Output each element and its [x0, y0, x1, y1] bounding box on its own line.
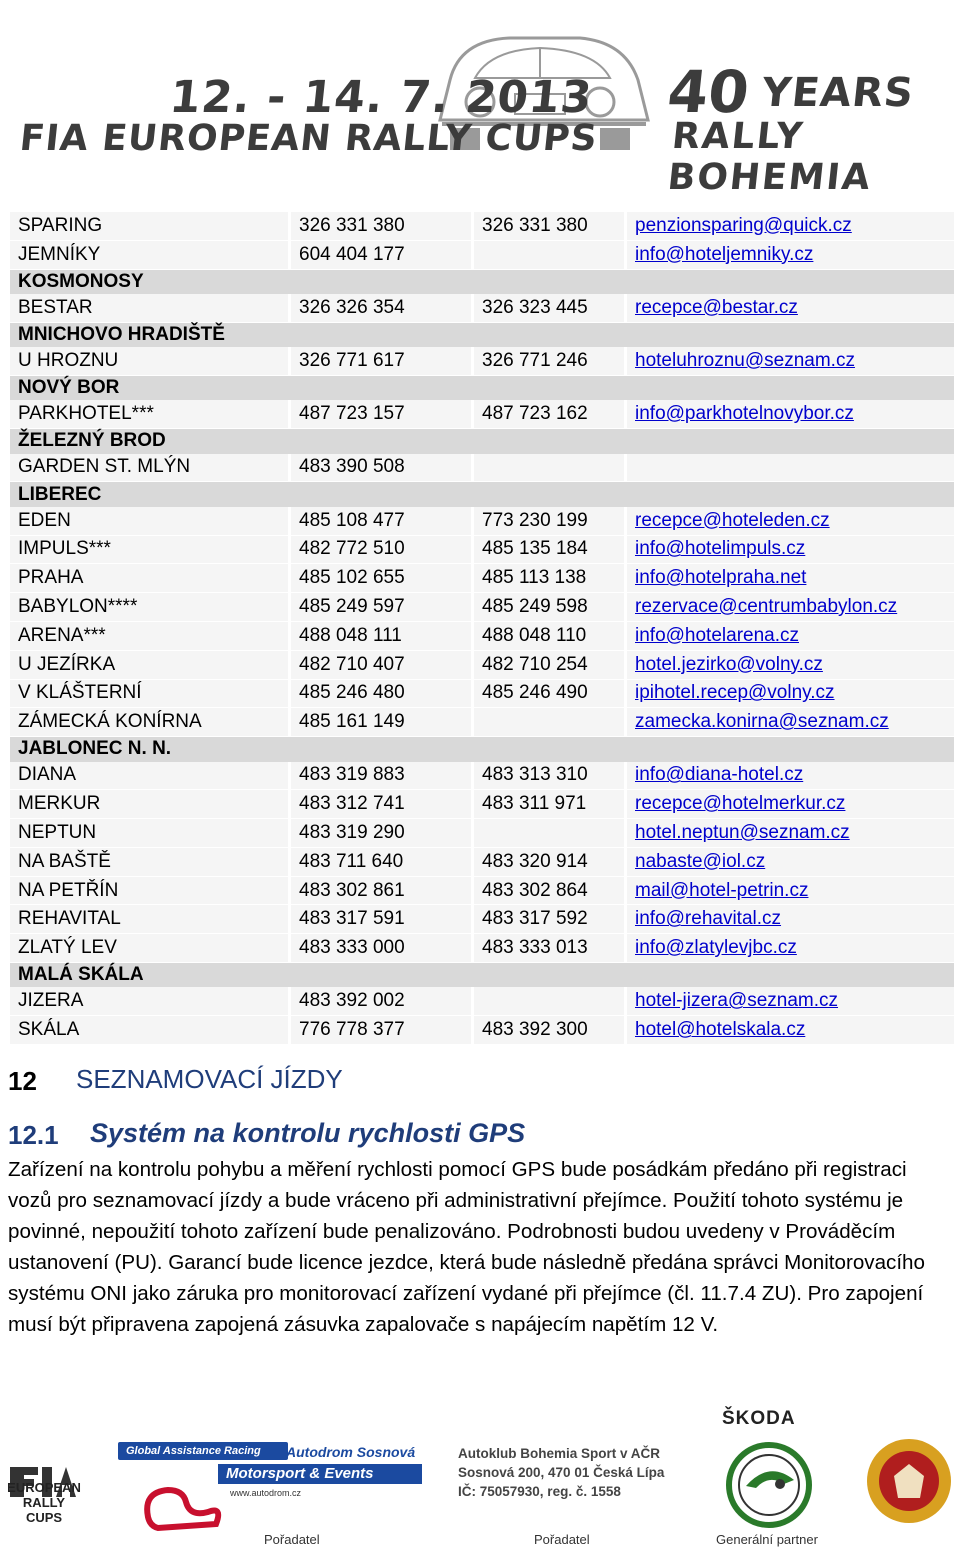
hotel-email-cell: [626, 294, 955, 322]
hotel-row: [10, 400, 954, 428]
hotel-row: [10, 905, 954, 934]
hotel-table-body: [10, 212, 954, 1045]
hotel-row: [10, 535, 954, 564]
hotel-row: [10, 240, 954, 269]
hotel-name-cell: U JEZÍRKA: [10, 650, 290, 679]
hotel-fax-cell: 488 048 110: [473, 621, 626, 650]
hotel-name-cell: V KLÁŠTERNÍ: [10, 679, 290, 708]
hotel-row: [10, 708, 954, 737]
event-dates: 12. - 14. 7. 2013: [167, 72, 595, 123]
hotel-fax-cell: [473, 454, 626, 482]
hotel-fax-cell: 483 311 971: [473, 790, 626, 819]
autoklub-name: Autoklub Bohemia Sport v AČR: [458, 1446, 661, 1461]
hotel-email-cell: [626, 347, 955, 375]
gara-label: Global Assistance Racing Arena: [118, 1442, 288, 1460]
city-name: ŽELEZNÝ BROD: [10, 429, 954, 454]
hotel-fax-cell: [473, 819, 626, 848]
partner-label: Generální partner: [716, 1532, 818, 1547]
hotel-fax-cell: 487 723 162: [473, 400, 626, 428]
hotel-email-link[interactable]: info@hotelarena.cz: [635, 624, 799, 646]
city-name: MNICHOVO HRADIŠTĚ: [10, 322, 954, 347]
hotel-email-cell: [626, 507, 955, 535]
city-name: LIBEREC: [10, 482, 954, 507]
hotel-fax-cell: 326 323 445: [473, 294, 626, 322]
hotel-email-cell: [626, 934, 955, 963]
hotel-email-cell: [626, 905, 955, 934]
hotel-email-link[interactable]: recepce@bestar.cz: [635, 296, 798, 318]
hotel-name-cell: SKÁLA: [10, 1016, 290, 1045]
hotel-name-cell: DIANA: [10, 762, 290, 790]
hotel-row: [10, 593, 954, 622]
hotel-phone-cell: 485 246 480: [290, 679, 473, 708]
hotel-name-cell: BESTAR: [10, 294, 290, 322]
hotel-name-cell: BABYLON****: [10, 593, 290, 622]
gara-logo: [118, 1442, 418, 1530]
header-banner: [0, 0, 960, 198]
hotel-email-link[interactable]: info@rehavital.cz: [635, 908, 782, 930]
gara-website: www.autodrom.cz: [230, 1488, 302, 1498]
hotel-name-cell: NA PETŘÍN: [10, 876, 290, 905]
hotel-fax-cell: [473, 987, 626, 1015]
hotel-row: [10, 564, 954, 593]
subsection-number: 12.1: [8, 1120, 59, 1150]
hotel-name-cell: SPARING: [10, 212, 290, 240]
hotel-name-cell: IMPULS***: [10, 535, 290, 564]
hotel-email-cell: [626, 762, 955, 790]
hotel-fax-cell: 773 230 199: [473, 507, 626, 535]
hotel-name-cell: NEPTUN: [10, 819, 290, 848]
hotel-email-cell: [626, 650, 955, 679]
city-header-row: [10, 269, 954, 294]
hotel-fax-cell: 326 771 246: [473, 347, 626, 375]
hotel-row: [10, 212, 954, 240]
hotel-email-link[interactable]: mail@hotel-petrin.cz: [635, 879, 809, 901]
hotel-row: [10, 790, 954, 819]
hotel-email-link[interactable]: info@hoteljemniky.cz: [635, 243, 814, 265]
hotel-name-cell: ZLATÝ LEV: [10, 934, 290, 963]
hotel-row: [10, 347, 954, 375]
hotel-email-cell: [626, 679, 955, 708]
hotel-fax-cell: 485 113 138: [473, 564, 626, 593]
hotel-email-link[interactable]: info@hotelpraha.net: [635, 567, 807, 589]
subsection-body: Zařízení na kontrolu pohybu a měření rychlosti pomocí GPS bude posádkám předáno při registraci vozů pro seznamovací jízdy a bude vráceno při administrativní přejímce. Použití tohoto systému je povinné, nepoužití tohoto zařízení bude penalizováno. Podrobnosti budou uvedeny v Prováděcím ustanovení (PU). Garancí bude licence jezdce, která bude následně předána správci Monitorovacího systému ONI jako záruka pro monitorovací zařízení vydané při přejímce (čl. 11.7.4 ZU). Pro zapojení musí být připravena zapojená zásuvka zapalovače s napájecím napětím 12 V.: [8, 1158, 925, 1336]
hotel-email-cell: [626, 790, 955, 819]
hotel-name-cell: PARKHOTEL***: [10, 400, 290, 428]
skoda-logo-icon: [724, 1440, 814, 1530]
autoklub-address: [458, 1444, 678, 1501]
sponsor-footer: [0, 1400, 960, 1556]
hotel-phone-cell: 488 048 111: [290, 621, 473, 650]
hotel-row: [10, 621, 954, 650]
hotel-phone-cell: 482 772 510: [290, 535, 473, 564]
hotel-email-cell: [626, 593, 955, 622]
hotel-phone-cell: 483 392 002: [290, 987, 473, 1015]
hotel-email-link[interactable]: hotel@hotelskala.cz: [635, 1019, 806, 1041]
hotel-fax-cell: 483 313 310: [473, 762, 626, 790]
hotel-email-link[interactable]: rezervace@centrumbabylon.cz: [635, 596, 898, 618]
hotel-email-link[interactable]: info@parkhotelnovybor.cz: [635, 403, 854, 425]
hotel-email-link[interactable]: recepce@hoteleden.cz: [635, 509, 830, 531]
hotel-email-cell: [626, 819, 955, 848]
hotel-row: [10, 934, 954, 963]
hotel-fax-cell: 485 135 184: [473, 535, 626, 564]
organizer-label-1: Pořadatel: [264, 1532, 320, 1547]
hotel-row: [10, 987, 954, 1015]
organizer-label-2: Pořadatel: [534, 1532, 590, 1547]
hotel-phone-cell: 326 326 354: [290, 294, 473, 322]
hotel-name-cell: GARDEN ST. MLÝN: [10, 454, 290, 482]
hotel-email-link[interactable]: hotel-jizera@seznam.cz: [635, 990, 839, 1012]
hotel-fax-cell: 482 710 254: [473, 650, 626, 679]
skoda-wordmark: ŠKODA: [722, 1408, 796, 1429]
hotel-phone-cell: 326 331 380: [290, 212, 473, 240]
city-header-row: [10, 322, 954, 347]
hotel-name-cell: JEMNÍKY: [10, 240, 290, 269]
hotel-phone-cell: 485 102 655: [290, 564, 473, 593]
autoklub-registration: IČ: 75057930, reg. č. 1558: [458, 1484, 621, 1499]
hotel-phone-cell: 483 317 591: [290, 905, 473, 934]
hotel-name-cell: ARENA***: [10, 621, 290, 650]
hotel-fax-cell: 485 249 598: [473, 593, 626, 622]
hotel-phone-cell: 485 249 597: [290, 593, 473, 622]
hotel-email-cell: [626, 1016, 955, 1045]
hotel-phone-cell: 485 108 477: [290, 507, 473, 535]
event-name: RALLY BOHEMIA: [665, 116, 874, 198]
hotel-phone-cell: 483 319 290: [290, 819, 473, 848]
hotel-row: [10, 847, 954, 876]
hotel-phone-cell: 326 771 617: [290, 347, 473, 375]
hotel-phone-cell: 483 333 000: [290, 934, 473, 963]
hotel-name-cell: U HROZNU: [10, 347, 290, 375]
hotel-name-cell: NA BAŠTĚ: [10, 847, 290, 876]
hotel-fax-cell: 483 392 300: [473, 1016, 626, 1045]
hotel-phone-cell: 482 710 407: [290, 650, 473, 679]
hotel-fax-cell: [473, 708, 626, 737]
hotel-table: [10, 212, 954, 1045]
hotel-email-link[interactable]: info@hotelimpuls.cz: [635, 538, 806, 560]
aca-federation-seal-icon: [864, 1436, 954, 1526]
hotel-row: [10, 1016, 954, 1045]
hotel-phone-cell: 483 302 861: [290, 876, 473, 905]
hotel-name-cell: JIZERA: [10, 987, 290, 1015]
hotel-email-cell: [626, 564, 955, 593]
fia-caption-line1: EUROPEAN: [7, 1480, 81, 1495]
hotel-row: [10, 650, 954, 679]
hotel-phone-cell: 776 778 377: [290, 1016, 473, 1045]
city-name: KOSMONOSY: [10, 269, 954, 294]
series-name: FIA EUROPEAN RALLY CUPS: [17, 118, 600, 159]
hotel-phone-cell: 485 161 149: [290, 708, 473, 737]
fia-caption: [4, 1480, 84, 1525]
city-name: MALÁ SKÁLA: [10, 963, 954, 988]
hotel-fax-cell: 485 246 490: [473, 679, 626, 708]
hotel-email-cell: [626, 876, 955, 905]
hotel-email-cell: [626, 212, 955, 240]
hotel-email-link[interactable]: ipihotel.recep@volny.cz: [635, 682, 835, 704]
city-header-row: [10, 429, 954, 454]
hotel-fax-cell: 326 331 380: [473, 212, 626, 240]
fia-caption-line2: RALLY CUPS: [22, 1495, 66, 1525]
hotel-name-cell: MERKUR: [10, 790, 290, 819]
motorsport-label: Motorsport & Events: [218, 1464, 422, 1484]
hotel-name-cell: ZÁMECKÁ KONÍRNA: [10, 708, 290, 737]
hotel-email-cell: [626, 240, 955, 269]
hotel-email-cell: [626, 847, 955, 876]
hotel-fax-cell: 483 320 914: [473, 847, 626, 876]
hotel-email-link[interactable]: hotel.neptun@seznam.cz: [635, 821, 850, 843]
hotel-email-link[interactable]: nabaste@iol.cz: [635, 850, 766, 872]
hotel-row: [10, 454, 954, 482]
city-header-row: [10, 963, 954, 988]
hotel-phone-cell: 483 390 508: [290, 454, 473, 482]
hotel-phone-cell: 483 711 640: [290, 847, 473, 876]
hotel-row: [10, 819, 954, 848]
section-number: 12: [8, 1066, 37, 1096]
hotel-name-cell: PRAHA: [10, 564, 290, 593]
hotel-email-cell: [626, 400, 955, 428]
hotel-phone-cell: 604 404 177: [290, 240, 473, 269]
hotel-name-cell: REHAVITAL: [10, 905, 290, 934]
hotel-email-cell: [626, 708, 955, 737]
hotel-row: [10, 762, 954, 790]
hotel-email-link[interactable]: recepce@hotelmerkur.cz: [635, 793, 846, 815]
autoklub-street: Sosnová 200, 470 01 Česká Lípa: [458, 1465, 665, 1480]
hotel-email-cell: [626, 621, 955, 650]
hotel-email-link[interactable]: penzionsparing@quick.cz: [635, 214, 852, 236]
hotel-email-cell: [626, 987, 955, 1015]
section-title: SEZNAMOVACÍ JÍZDY: [76, 1064, 343, 1094]
hotel-row: [10, 876, 954, 905]
hotel-email-link[interactable]: zamecka.konirna@seznam.cz: [635, 711, 889, 733]
hotel-fax-cell: 483 333 013: [473, 934, 626, 963]
race-track-icon: [138, 1462, 228, 1532]
hotel-name-cell: EDEN: [10, 507, 290, 535]
anniversary-word: YEARS: [759, 70, 917, 116]
hotel-email-link[interactable]: info@zlatylevjbc.cz: [635, 937, 797, 959]
city-name: JABLONEC N. N.: [10, 737, 954, 762]
hotel-email-link[interactable]: hoteluhroznu@seznam.cz: [635, 350, 855, 372]
city-name: NOVÝ BOR: [10, 375, 954, 400]
hotel-email-link[interactable]: hotel.jezirko@volny.cz: [635, 653, 823, 675]
hotel-fax-cell: 483 317 592: [473, 905, 626, 934]
hotel-phone-cell: 483 312 741: [290, 790, 473, 819]
hotel-email-cell: [626, 454, 955, 482]
hotel-email-link[interactable]: info@diana-hotel.cz: [635, 764, 804, 786]
hotel-row: [10, 294, 954, 322]
hotel-fax-cell: 483 302 864: [473, 876, 626, 905]
subsection-title: Systém na kontrolu rychlosti GPS: [90, 1118, 526, 1148]
hotel-row: [10, 679, 954, 708]
city-header-row: [10, 375, 954, 400]
city-header-row: [10, 737, 954, 762]
hotel-phone-cell: 487 723 157: [290, 400, 473, 428]
hotel-email-cell: [626, 535, 955, 564]
anniversary-number: 40: [664, 58, 753, 126]
hotel-phone-cell: 483 319 883: [290, 762, 473, 790]
hotel-row: [10, 507, 954, 535]
hotel-fax-cell: [473, 240, 626, 269]
city-header-row: [10, 482, 954, 507]
autodrom-name: Autodrom Sosnová: [286, 1444, 416, 1460]
